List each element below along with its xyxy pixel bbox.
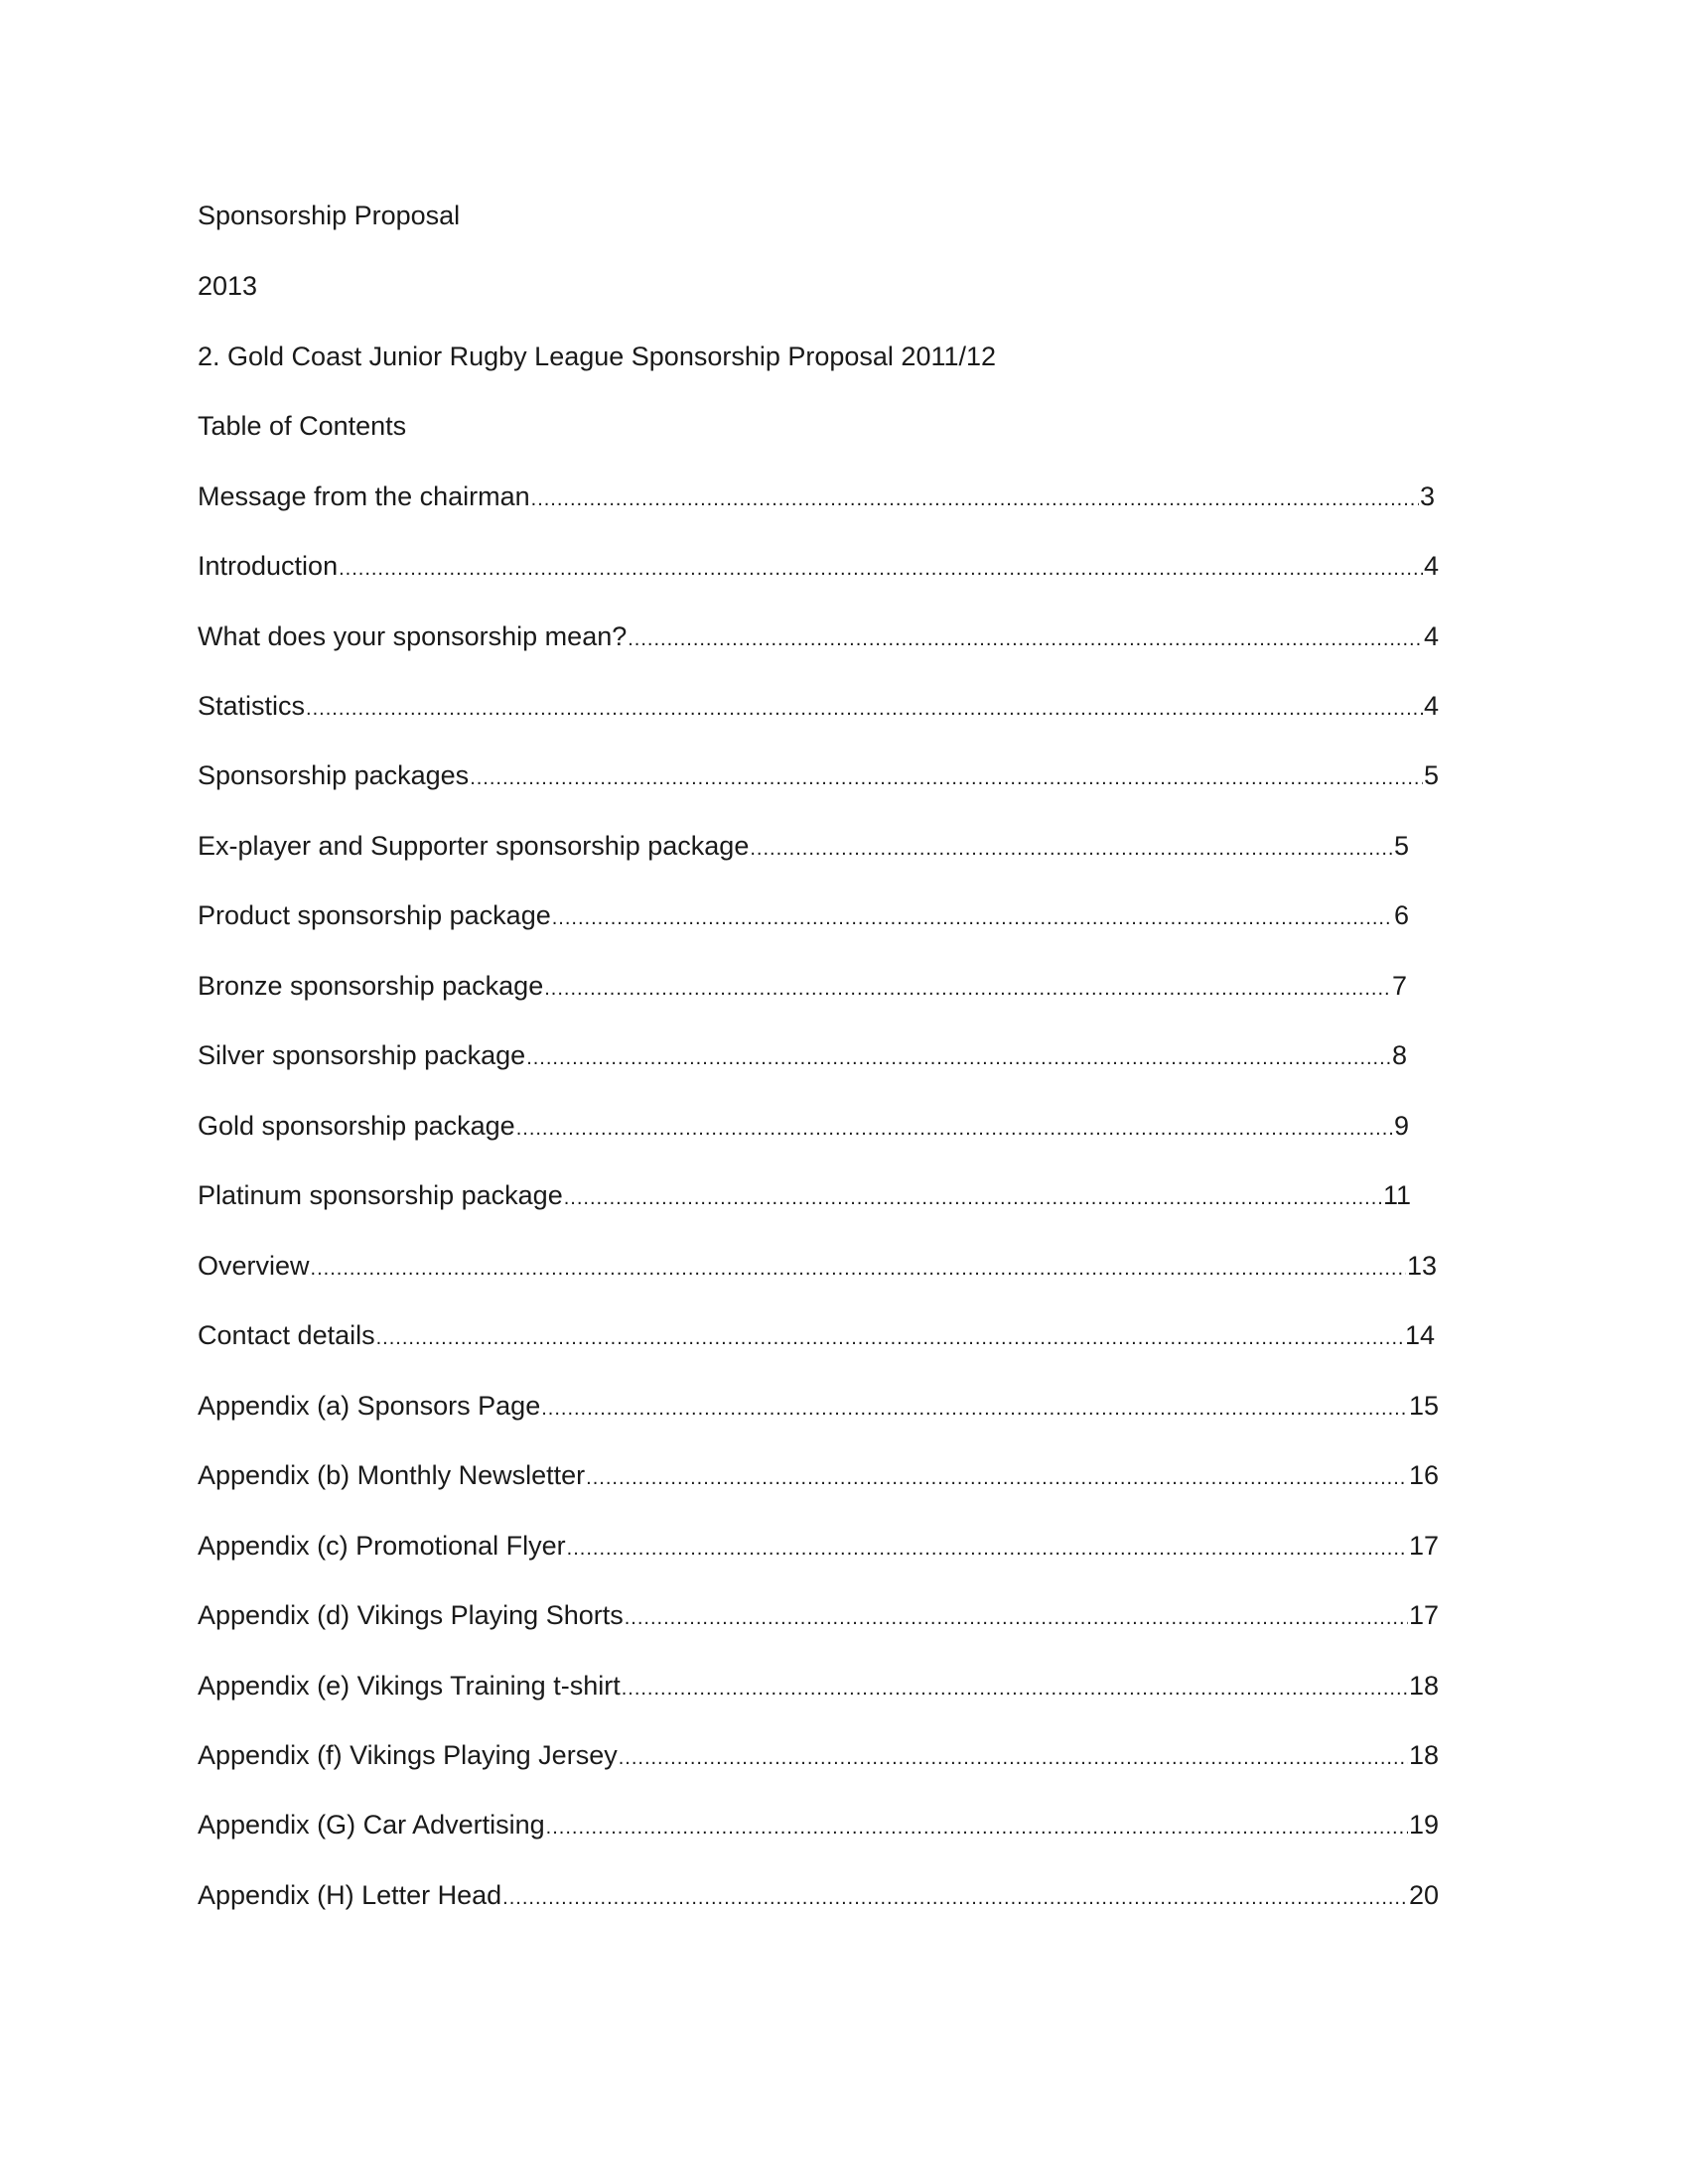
toc-entry-page: 20	[1408, 1880, 1439, 1910]
toc-leader-dots	[541, 1391, 1408, 1427]
toc-leader-dots	[376, 1320, 1404, 1356]
toc-leader-dots	[552, 900, 1393, 936]
toc-entry[interactable]	[198, 897, 1409, 933]
toc-entry-label: Overview	[198, 1251, 310, 1281]
toc-leader-dots	[339, 551, 1423, 587]
toc-entry-page: 8	[1391, 1040, 1407, 1070]
toc-entry-label: Appendix (c) Promotional Flyer	[198, 1531, 566, 1561]
toc-leader-dots	[619, 1740, 1408, 1776]
toc-entry-page: 6	[1393, 900, 1409, 930]
toc-entry-page: 18	[1408, 1740, 1439, 1770]
toc-entry[interactable]	[198, 618, 1439, 654]
toc-entry-page: 4	[1423, 621, 1439, 651]
document-subtitle: 2. Gold Coast Junior Rugby League Sponsorship Proposal 2011/12	[198, 341, 997, 371]
toc-entry-label: Bronze sponsorship package	[198, 971, 544, 1001]
toc-entry-label: Appendix (G) Car Advertising	[198, 1810, 545, 1840]
toc-entry[interactable]	[198, 1457, 1439, 1493]
toc-leader-dots	[526, 1040, 1391, 1076]
toc-entry-label: Silver sponsorship package	[198, 1040, 526, 1070]
toc-entry-page: 11	[1382, 1180, 1411, 1210]
toc-entry[interactable]	[198, 1528, 1439, 1564]
toc-entry-page: 4	[1423, 551, 1439, 581]
toc-entry[interactable]	[198, 1177, 1411, 1213]
toc-leader-dots	[628, 621, 1423, 657]
toc-entry-page: 18	[1408, 1671, 1439, 1701]
toc-entry-label: Contact details	[198, 1320, 375, 1350]
toc-entry[interactable]	[198, 1668, 1439, 1704]
toc-entry-page: 16	[1408, 1460, 1439, 1490]
toc-leader-dots	[502, 1880, 1408, 1916]
toc-entry-page: 14	[1404, 1320, 1435, 1350]
toc-entry[interactable]	[198, 1807, 1439, 1843]
toc-entry[interactable]	[198, 548, 1439, 584]
toc-leader-dots	[750, 831, 1393, 867]
toc-entry-page: 9	[1393, 1111, 1409, 1141]
toc-entry-page: 17	[1408, 1600, 1439, 1630]
document-year: 2013	[198, 271, 258, 301]
toc-entry-label: Product sponsorship package	[198, 900, 551, 930]
toc-leader-dots	[470, 760, 1423, 796]
toc-entry-label: Sponsorship packages	[198, 760, 470, 790]
toc-entry-page: 19	[1408, 1810, 1439, 1840]
toc-entry-label: What does your sponsorship mean?	[198, 621, 628, 651]
toc-entry-label: Message from the chairman	[198, 481, 530, 511]
toc-entry-page: 7	[1391, 971, 1407, 1001]
toc-leader-dots	[531, 481, 1419, 517]
toc-leader-dots	[564, 1180, 1382, 1216]
toc-entry-page: 15	[1408, 1391, 1439, 1421]
toc-entry-page: 17	[1408, 1531, 1439, 1561]
toc-entry[interactable]	[198, 688, 1439, 724]
toc-leader-dots	[516, 1111, 1393, 1147]
toc-entry[interactable]	[198, 1317, 1435, 1353]
toc-entry-page: 5	[1423, 760, 1439, 790]
toc-entry[interactable]	[198, 1388, 1439, 1424]
toc-entry[interactable]	[198, 1877, 1439, 1913]
toc-entry[interactable]	[198, 478, 1435, 514]
toc-entry-page: 3	[1419, 481, 1435, 511]
toc-leader-dots	[622, 1671, 1408, 1706]
toc-leader-dots	[567, 1531, 1408, 1567]
document-title: Sponsorship Proposal	[198, 201, 461, 230]
toc-entry-label: Appendix (f) Vikings Playing Jersey	[198, 1740, 618, 1770]
toc-entry-page: 4	[1423, 691, 1439, 721]
toc-leader-dots	[586, 1460, 1408, 1496]
toc-leader-dots	[625, 1600, 1408, 1636]
toc-entry[interactable]	[198, 757, 1439, 793]
toc-leader-dots	[306, 691, 1423, 727]
toc-entry[interactable]	[198, 1037, 1407, 1073]
toc-entry-label: Appendix (H) Letter Head	[198, 1880, 502, 1910]
toc-entry-label: Appendix (e) Vikings Training t-shirt	[198, 1671, 621, 1701]
toc-entry[interactable]	[198, 828, 1409, 864]
toc-entry-label: Appendix (d) Vikings Playing Shorts	[198, 1600, 624, 1630]
toc-entry[interactable]	[198, 1737, 1439, 1773]
toc-entry[interactable]	[198, 1108, 1409, 1144]
toc-entry[interactable]	[198, 968, 1407, 1004]
toc-entry-label: Appendix (b) Monthly Newsletter	[198, 1460, 586, 1490]
toc-entry[interactable]	[198, 1248, 1437, 1284]
toc-entry-label: Appendix (a) Sponsors Page	[198, 1391, 541, 1421]
toc-entry-page: 13	[1406, 1251, 1437, 1281]
toc-heading: Table of Contents	[198, 411, 407, 441]
toc-entry-label: Statistics	[198, 691, 306, 721]
toc-entry-label: Ex-player and Supporter sponsorship package	[198, 831, 750, 861]
toc-entry-page: 5	[1393, 831, 1409, 861]
toc-entry[interactable]	[198, 1597, 1439, 1633]
toc-entry-label: Gold sponsorship package	[198, 1111, 515, 1141]
toc-leader-dots	[544, 971, 1391, 1007]
toc-entry-label: Introduction	[198, 551, 339, 581]
toc-leader-dots	[546, 1810, 1408, 1845]
toc-entry-label: Platinum sponsorship package	[198, 1180, 563, 1210]
toc-leader-dots	[311, 1251, 1406, 1287]
